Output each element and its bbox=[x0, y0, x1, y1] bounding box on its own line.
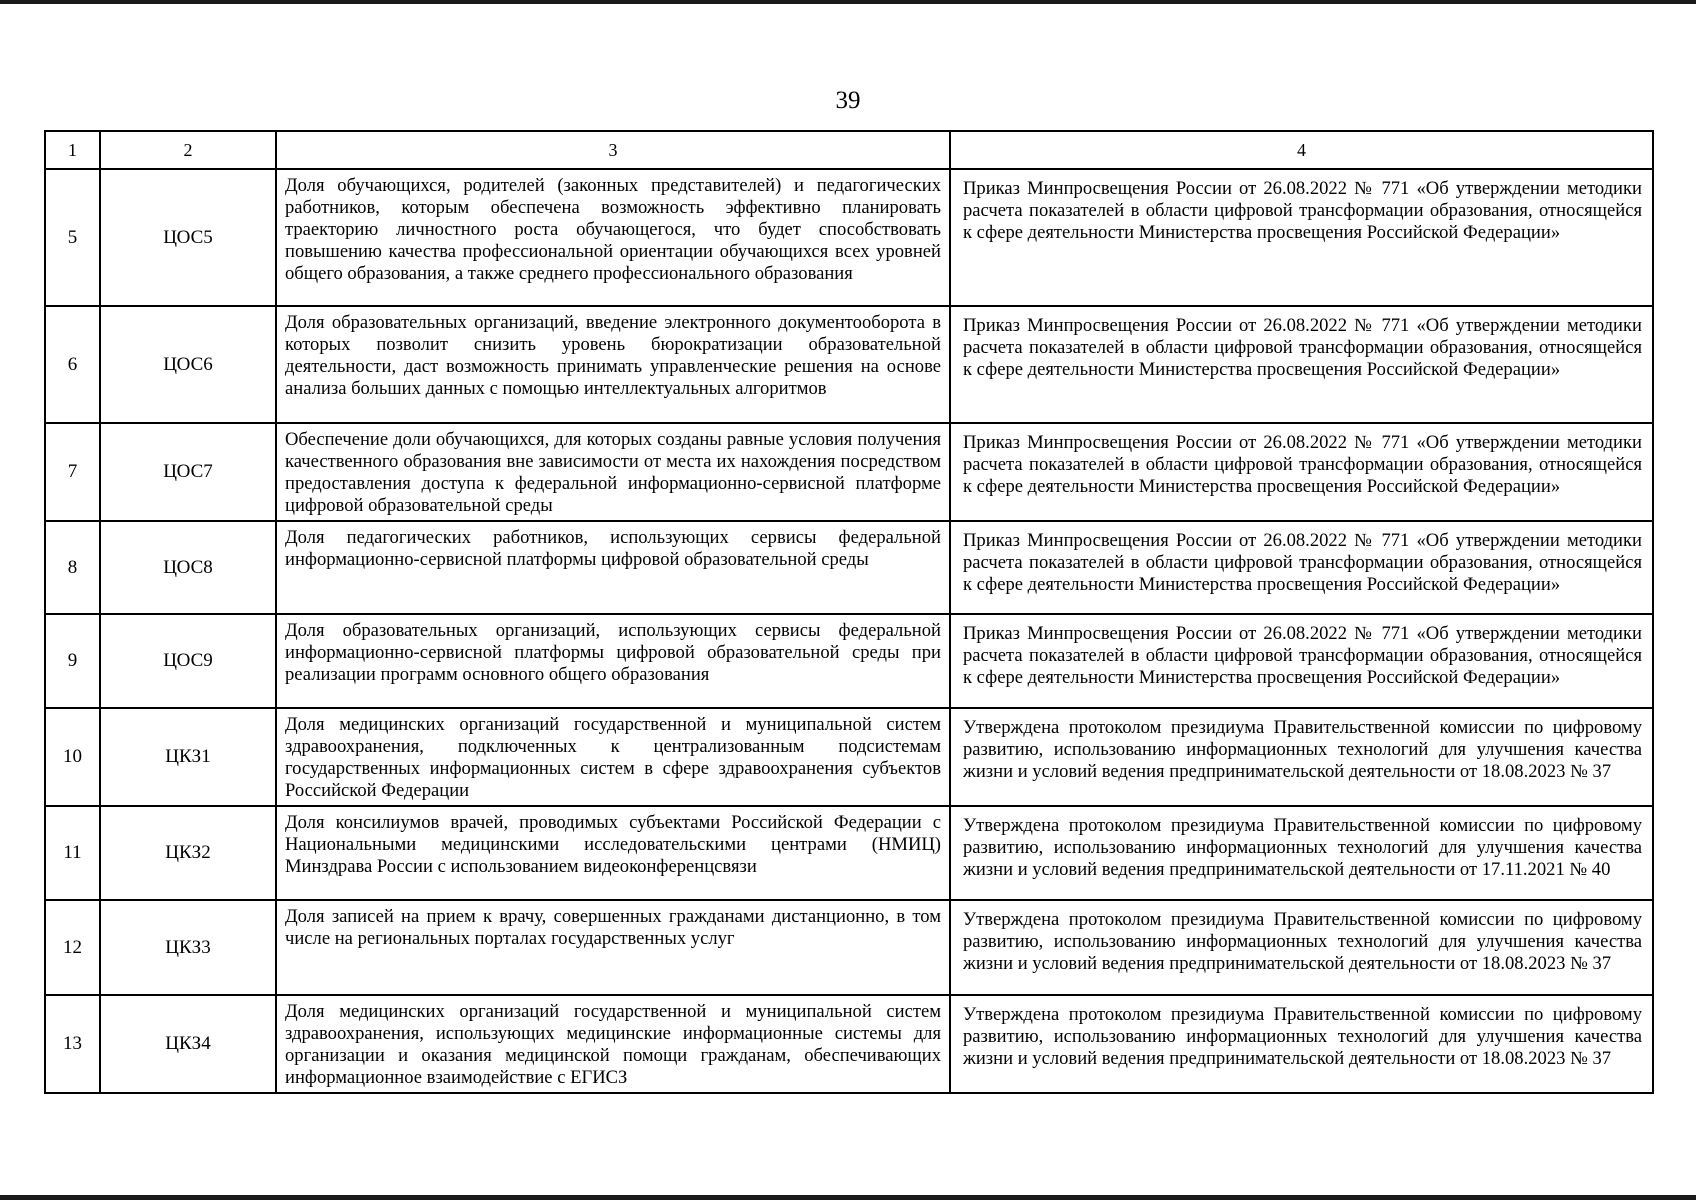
indicator-code: ЦОС8 bbox=[100, 521, 276, 614]
indicator-code: ЦОС7 bbox=[100, 423, 276, 521]
indicator-source: Утверждена протоколом президиума Правительственной комиссии по цифровому развитию, использованию информационных технологий для улучшения качества жизни и условий ведения предпринимательской деятельности от 18.08.2023 № 37 bbox=[950, 900, 1653, 995]
indicator-source: Приказ Минпросвещения России от 26.08.2022 № 771 «Об утверждении методики расчета показателей в области цифровой трансформации образования, относящейся к сфере деятельности Министерства просвещения Российской Федерации» bbox=[950, 614, 1653, 708]
indicator-source: Приказ Минпросвещения России от 26.08.2022 № 771 «Об утверждении методики расчета показателей в области цифровой трансформации образования, относящейся к сфере деятельности Министерства просвещения Российской Федерации» bbox=[950, 423, 1653, 521]
table-row bbox=[45, 306, 1653, 423]
row-number: 10 bbox=[45, 708, 100, 806]
scan-top-edge bbox=[0, 0, 1696, 4]
scan-bottom-edge bbox=[0, 1195, 1696, 1200]
table-row bbox=[45, 614, 1653, 708]
row-number: 7 bbox=[45, 423, 100, 521]
indicator-code: ЦКЗ1 bbox=[100, 708, 276, 806]
indicator-source: Утверждена протоколом президиума Правительственной комиссии по цифровому развитию, использованию информационных технологий для улучшения качества жизни и условий ведения предпринимательской деятельности от 18.08.2023 № 37 bbox=[950, 995, 1653, 1093]
table-row bbox=[45, 169, 1653, 306]
indicator-description: Доля образовательных организаций, введение электронного документооборота в которых позволит снизить уровень бюрократизации образовательной деятельности, даст возможность принимать управленческие решения на основе анализа больших данных с помощью интеллектуальных алгоритмов bbox=[276, 306, 950, 423]
column-header-3: 3 bbox=[276, 131, 950, 169]
indicator-source: Приказ Минпросвещения России от 26.08.2022 № 771 «Об утверждении методики расчета показателей в области цифровой трансформации образования, относящейся к сфере деятельности Министерства просвещения Российской Федерации» bbox=[950, 169, 1653, 306]
table-row bbox=[45, 900, 1653, 995]
indicator-description: Доля образовательных организаций, использующих сервисы федеральной информационно-сервисной платформы цифровой образовательной среды при реализации программ основного общего образования bbox=[276, 614, 950, 708]
row-number: 12 bbox=[45, 900, 100, 995]
row-number: 9 bbox=[45, 614, 100, 708]
row-number: 13 bbox=[45, 995, 100, 1093]
indicator-source: Утверждена протоколом президиума Правительственной комиссии по цифровому развитию, использованию информационных технологий для улучшения качества жизни и условий ведения предпринимательской деятельности от 17.11.2021 № 40 bbox=[950, 806, 1653, 900]
indicator-source: Приказ Минпросвещения России от 26.08.2022 № 771 «Об утверждении методики расчета показателей в области цифровой трансформации образования, относящейся к сфере деятельности Министерства просвещения Российской Федерации» bbox=[950, 521, 1653, 614]
table-row bbox=[45, 423, 1653, 521]
table-row bbox=[45, 995, 1653, 1093]
indicator-code: ЦКЗ2 bbox=[100, 806, 276, 900]
indicator-description: Доля консилиумов врачей, проводимых субъектами Российской Федерации с Национальными медицинскими исследовательскими центрами (НМИЦ) Минздрава России с использованием видеоконференцсвязи bbox=[276, 806, 950, 900]
indicator-description: Доля медицинских организаций государственной и муниципальной систем здравоохранения, подключенных к централизованным подсистемам государственных информационных систем в сфере здравоохранения субъектов Российской Федерации bbox=[276, 708, 950, 806]
row-number: 6 bbox=[45, 306, 100, 423]
row-number: 11 bbox=[45, 806, 100, 900]
indicator-description: Доля обучающихся, родителей (законных представителей) и педагогических работников, которым обеспечена возможность эффективно планировать траекторию личностного роста обучающегося, что будет способствовать повышению качества профессиональной ориентации обучающихся всех уровней общего образования, а также среднего профессионального образования bbox=[276, 169, 950, 306]
column-header-1: 1 bbox=[45, 131, 100, 169]
indicator-code: ЦКЗ3 bbox=[100, 900, 276, 995]
indicator-description: Доля записей на прием к врачу, совершенных гражданами дистанционно, в том числе на региональных порталах государственных услуг bbox=[276, 900, 950, 995]
table-row bbox=[45, 806, 1653, 900]
indicators-table bbox=[44, 130, 1654, 1094]
column-header-4: 4 bbox=[950, 131, 1653, 169]
indicator-source: Утверждена протоколом президиума Правительственной комиссии по цифровому развитию, использованию информационных технологий для улучшения качества жизни и условий ведения предпринимательской деятельности от 18.08.2023 № 37 bbox=[950, 708, 1653, 806]
indicator-code: ЦОС6 bbox=[100, 306, 276, 423]
table-row bbox=[45, 708, 1653, 806]
indicator-description: Обеспечение доли обучающихся, для которых созданы равные условия получения качественного образования вне зависимости от места их нахождения посредством предоставления доступа к федеральной информационно-сервисной платформе цифровой образовательной среды bbox=[276, 423, 950, 521]
indicator-description: Доля медицинских организаций государственной и муниципальной систем здравоохранения, использующих медицинские информационные системы для организации и оказания медицинской помощи гражданам, обеспечивающих информационное взаимодействие с ЕГИСЗ bbox=[276, 995, 950, 1093]
indicator-code: ЦОС5 bbox=[100, 169, 276, 306]
indicator-code: ЦКЗ4 bbox=[100, 995, 276, 1093]
row-number: 5 bbox=[45, 169, 100, 306]
column-header-2: 2 bbox=[100, 131, 276, 169]
indicator-source: Приказ Минпросвещения России от 26.08.2022 № 771 «Об утверждении методики расчета показателей в области цифровой трансформации образования, относящейся к сфере деятельности Министерства просвещения Российской Федерации» bbox=[950, 306, 1653, 423]
table-header-row bbox=[45, 131, 1653, 169]
indicator-description: Доля педагогических работников, использующих сервисы федеральной информационно-сервисной платформы цифровой образовательной среды bbox=[276, 521, 950, 614]
table-row bbox=[45, 521, 1653, 614]
row-number: 8 bbox=[45, 521, 100, 614]
indicator-code: ЦОС9 bbox=[100, 614, 276, 708]
page-number: 39 bbox=[835, 87, 861, 114]
